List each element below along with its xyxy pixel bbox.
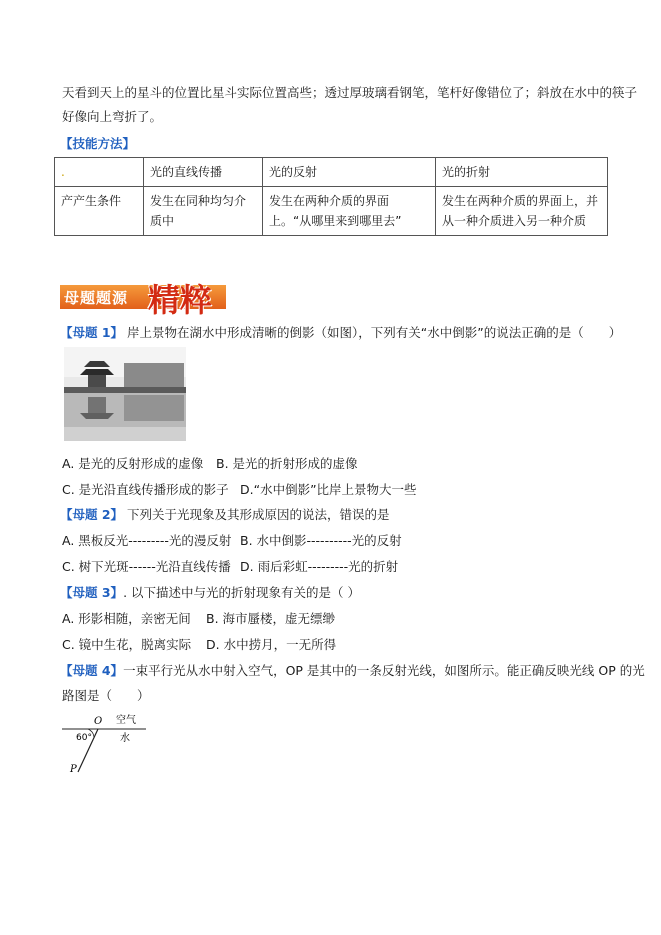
label-air: 空气 — [116, 715, 136, 726]
q4-stem-continued: 路图是（ ） — [62, 688, 150, 703]
q1-option-b: B. 是光的折射形成的虚像 — [216, 456, 358, 471]
q3-option-d: D. 水中捞月，一无所得 — [206, 637, 337, 652]
section-banner — [60, 277, 226, 319]
table-row-label: 产产生条件 — [55, 187, 144, 236]
comparison-table — [54, 157, 608, 236]
lake-reflection-photo — [64, 347, 186, 441]
q2-option-b: B. 水中倒影----------光的反射 — [240, 533, 402, 548]
ray-diagram — [62, 712, 146, 774]
q2-tag: 【母题 2】 — [60, 507, 124, 522]
table-cell-refraction: 发生在两种介质的界面上，并从一种介质进入另一种介质 — [436, 187, 608, 236]
q1-option-c: C. 是光沿直线传播形成的影子 — [62, 482, 229, 497]
q3-stem — [60, 585, 360, 601]
q1-tag: 【母题 1】 — [60, 325, 124, 340]
intro-line-2: 好像向上弯折了。 — [62, 109, 163, 124]
label-water: 水 — [120, 733, 130, 744]
table-header-reflection: 光的反射 — [263, 158, 436, 187]
q3-option-c: C. 镜中生花，脱离实际 — [62, 637, 192, 652]
q1-option-a: A. 是光的反射形成的虚像 — [62, 456, 204, 471]
q3-option-b: B. 海市蜃楼，虚无缥缈 — [206, 611, 336, 626]
banner-subtitle: 母题题源 — [64, 289, 129, 307]
label-p: P — [70, 764, 77, 774]
skills-heading: 【技能方法】 — [60, 136, 136, 151]
label-angle: 60° — [76, 733, 92, 743]
table-row — [55, 187, 608, 236]
table-corner-cell: . — [55, 158, 144, 187]
q2-option-d: D. 雨后彩虹---------光的折射 — [240, 559, 399, 574]
q3-option-a: A. 形影相随，亲密无间 — [62, 611, 191, 626]
q3-tag: 【母题 3】 — [60, 585, 124, 600]
banner-title: 精粹 — [148, 281, 213, 319]
table-cell-reflection: 发生在两种介质的界面上。“从哪里来到哪里去” — [263, 187, 436, 236]
q4-text: 一束平行光从水中射入空气，OP 是其中的一条反射光线，如图所示。能正确反映光线 OP 的光 — [123, 663, 645, 678]
table-cell-straight: 发生在同种均匀介质中 — [144, 187, 263, 236]
q1-text: 岸上景物在湖水中形成清晰的倒影（如图），下列有关“水中倒影”的说法正确的是（ ） — [127, 325, 622, 340]
q1-option-d: D.“水中倒影”比岸上景物大一些 — [240, 482, 417, 497]
intro-line-1: 天看到天上的星斗的位置比星斗实际位置高些；透过厚玻璃看钢笔，笔杆好像错位了；斜放在水中的筷子 — [62, 85, 638, 100]
q4-tag: 【母题 4】 — [60, 663, 124, 678]
q2-stem — [60, 507, 390, 523]
table-header-row — [55, 158, 608, 187]
q4-stem — [60, 663, 645, 679]
q1-stem — [60, 325, 621, 341]
table-header-straight: 光的直线传播 — [144, 158, 263, 187]
table-header-refraction: 光的折射 — [436, 158, 608, 187]
q2-text: 下列关于光现象及其形成原因的说法，错误的是 — [127, 507, 390, 522]
q3-text: . 以下描述中与光的折射现象有关的是（ ） — [123, 585, 360, 600]
q2-option-c: C. 树下光斑------光沿直线传播 — [62, 559, 231, 574]
label-o: O — [94, 716, 103, 727]
q2-option-a: A. 黑板反光---------光的漫反射 — [62, 533, 232, 548]
